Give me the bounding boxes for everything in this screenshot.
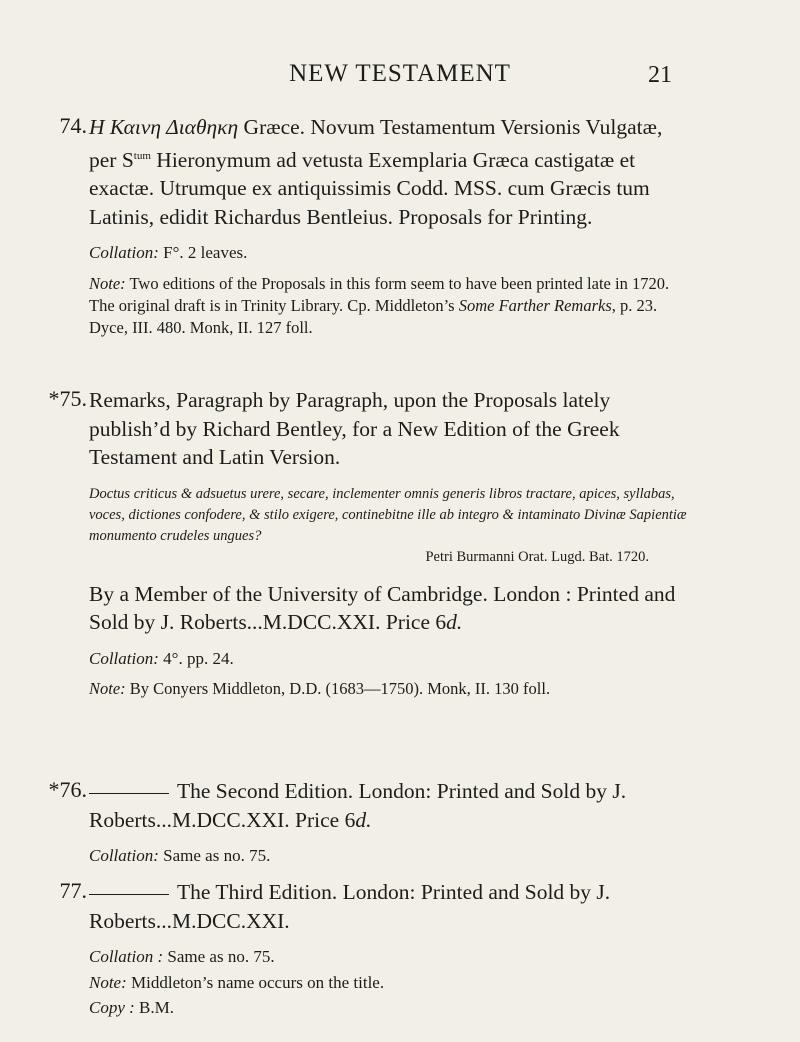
motto-source: Petri Burmanni Orat. Lugd. Bat. 1720.: [425, 548, 649, 565]
note-text-end: , p. 23. Dyce, III. 480. Monk, II. 127 foll.: [89, 295, 658, 337]
note-text: By Conyers Middleton, D.D. (1683—1750). Monk, II. 130 foll.: [125, 679, 551, 698]
page-number: 21: [648, 62, 672, 88]
note-text: Two editions of the Proposals in this form seem to have been printed late in 1720. The original draft is in Trinity Library. Cp. Middleton’s: [89, 273, 670, 315]
entry-77: [59, 878, 689, 1020]
imprint-text: By a Member of the University of Cambridge. London : Printed and Sold by J. Roberts...M.DCC.XXI. Price 6: [89, 581, 676, 634]
title-text: The Second Edition. London: Printed and Sold by J. Roberts...M.DCC.XXI. Price 6: [89, 779, 627, 832]
title-price-unit: d.: [355, 807, 372, 832]
imprint: [89, 580, 689, 637]
entry-76: [48, 777, 689, 868]
collation-label: Collation :: [89, 947, 164, 966]
copy: [89, 996, 689, 1020]
note-italic: Some Farther Remarks: [458, 295, 612, 315]
motto: Doctus criticus & adsuetus urere, secare, inclementer omnis generis libros tractare, apices, syllabas, voces, dictiones confodere, & stilo exigere, continebitne ille ab integro & intaminato Divinæ Sapientiæ monumento crudeles ungues?: [89, 485, 687, 544]
entry-75: [48, 386, 689, 700]
ditto-dash: [89, 894, 169, 895]
title-text: Græce. Novum Testamentum Versionis Vulgatæ, per S: [89, 115, 663, 172]
entry-number: *76.: [48, 777, 87, 802]
collation: [89, 945, 689, 969]
collation-value: 4°. pp. 24.: [158, 648, 234, 668]
entry-title: [89, 777, 689, 834]
ditto-dash: [89, 793, 169, 794]
note: [89, 678, 689, 700]
note: [89, 971, 689, 995]
note-label: Note:: [89, 273, 126, 293]
collation-label: Collation:: [89, 846, 159, 865]
note: [89, 273, 689, 339]
page-header: [0, 60, 800, 94]
running-title: NEW TESTAMENT: [289, 60, 511, 87]
entry-title: Remarks, Paragraph by Paragraph, upon the Proposals lately publish’d by Richard Bentley, for a New Edition of the Greek Testament and Latin Version.: [89, 388, 620, 469]
collation: [89, 241, 689, 265]
title-superscript: tum: [133, 149, 151, 162]
entry-number: 77.: [59, 878, 87, 903]
collation-label: Collation:: [89, 648, 159, 668]
collation: [89, 844, 689, 868]
entry-number: 74.: [59, 113, 87, 138]
collation-label: Collation:: [89, 243, 159, 263]
title-text: The Third Edition. London: Printed and Sold by J. Roberts...M.DCC.XXI.: [89, 880, 611, 933]
copy-label: Copy :: [89, 998, 135, 1017]
title-text-end: Hieronymum ad vetusta Exemplaria Græca castigatæ et exactæ. Utrumque ex antiquissimis Codd. MSS. cum Græcis tum Latinis, edidit Richardus Bentleius. Proposals for Printing.: [89, 147, 650, 229]
collation-value: F°. 2 leaves.: [158, 243, 248, 263]
imprint-price-unit: d.: [446, 610, 463, 634]
entry-number: *75.: [48, 386, 87, 411]
greek-title: H Καινη Διαθηκη: [89, 115, 239, 139]
entry-74: [59, 113, 689, 339]
collation-value: Same as no. 75.: [163, 947, 275, 966]
collation: [89, 647, 689, 671]
copy-value: B.M.: [134, 998, 175, 1017]
entry-title: [89, 878, 689, 935]
entry-title: [89, 113, 689, 231]
note-text: Middleton’s name occurs on the title.: [126, 972, 385, 992]
note-label: Note:: [89, 679, 126, 698]
note-label: Note:: [89, 972, 127, 992]
collation-value: Same as no. 75.: [158, 846, 271, 865]
